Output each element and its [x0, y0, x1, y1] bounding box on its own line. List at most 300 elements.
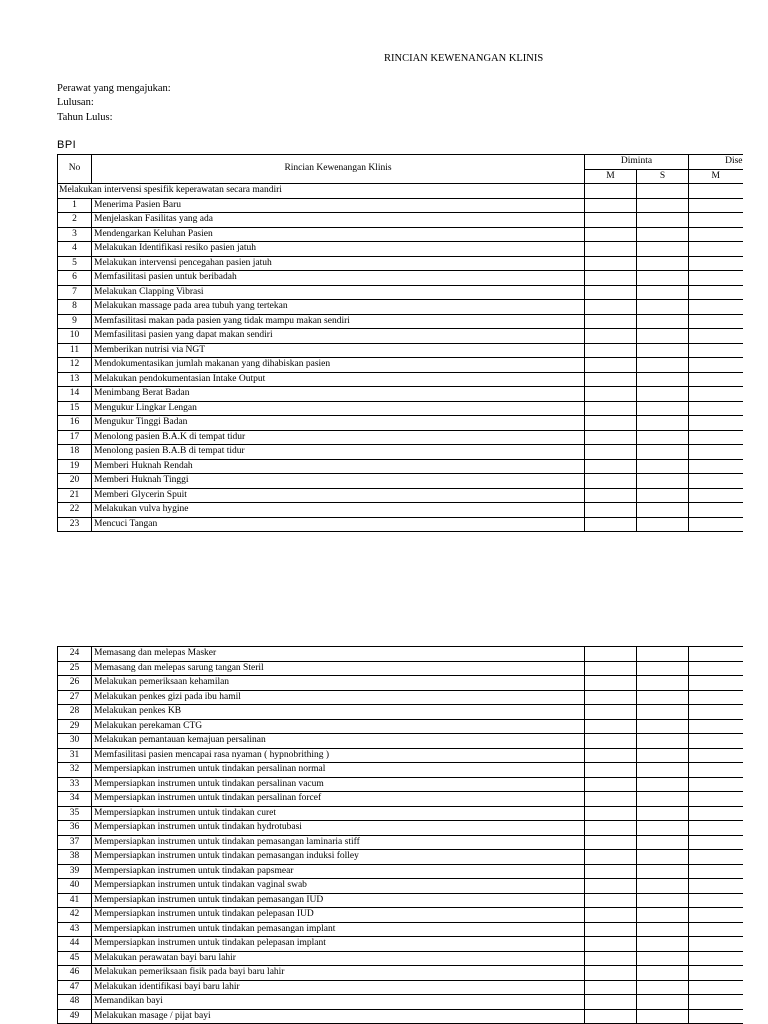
check-cell[interactable] — [585, 227, 637, 242]
row-description: Melakukan perawatan bayi baru lahir — [92, 951, 585, 966]
check-cell[interactable] — [689, 358, 743, 373]
check-cell[interactable] — [689, 256, 743, 271]
check-cell[interactable] — [585, 719, 637, 734]
table-row — [58, 242, 743, 257]
check-cell[interactable] — [585, 850, 637, 865]
check-cell[interactable] — [637, 661, 689, 676]
check-cell[interactable] — [689, 198, 743, 213]
check-cell[interactable] — [637, 242, 689, 257]
header-s: S — [637, 169, 689, 184]
row-number: 9 — [58, 314, 92, 329]
check-cell[interactable] — [585, 184, 637, 199]
check-cell[interactable] — [689, 821, 743, 836]
check-cell[interactable] — [585, 937, 637, 952]
table-row — [58, 517, 743, 532]
row-number: 1 — [58, 198, 92, 213]
table-row — [58, 285, 743, 300]
check-cell[interactable] — [637, 358, 689, 373]
row-number: 26 — [58, 676, 92, 691]
row-description: Memfasilitasi pasien untuk beribadah — [92, 271, 585, 286]
table-row — [58, 445, 743, 460]
check-cell[interactable] — [689, 908, 743, 923]
check-cell[interactable] — [585, 806, 637, 821]
check-cell[interactable] — [637, 792, 689, 807]
check-cell[interactable] — [585, 980, 637, 995]
check-cell[interactable] — [637, 908, 689, 923]
row-number: 32 — [58, 763, 92, 778]
check-cell[interactable] — [585, 951, 637, 966]
check-cell[interactable] — [585, 271, 637, 286]
check-cell[interactable] — [637, 835, 689, 850]
row-number: 8 — [58, 300, 92, 315]
check-cell[interactable] — [637, 1009, 689, 1024]
check-cell[interactable] — [637, 734, 689, 749]
table-row — [58, 474, 743, 489]
check-cell[interactable] — [585, 242, 637, 257]
table-row — [58, 777, 743, 792]
row-number: 3 — [58, 227, 92, 242]
check-cell[interactable] — [637, 256, 689, 271]
check-cell[interactable] — [585, 835, 637, 850]
check-cell[interactable] — [637, 401, 689, 416]
check-cell[interactable] — [637, 459, 689, 474]
row-description: Melakukan vulva hygine — [92, 503, 585, 518]
check-cell[interactable] — [689, 763, 743, 778]
row-number: 25 — [58, 661, 92, 676]
row-number: 5 — [58, 256, 92, 271]
row-number: 33 — [58, 777, 92, 792]
check-cell[interactable] — [689, 748, 743, 763]
check-cell[interactable] — [637, 271, 689, 286]
row-number: 42 — [58, 908, 92, 923]
table-row — [58, 748, 743, 763]
row-number: 45 — [58, 951, 92, 966]
row-number: 21 — [58, 488, 92, 503]
check-cell[interactable] — [637, 343, 689, 358]
check-cell[interactable] — [637, 387, 689, 402]
row-description: Melakukan pemeriksaan fisik pada bayi baru lahir — [92, 966, 585, 981]
header-diminta: Diminta — [585, 155, 689, 170]
row-description: Mempersiapkan instrumen untuk tindakan persalinan vacum — [92, 777, 585, 792]
check-cell[interactable] — [689, 445, 743, 460]
row-number: 13 — [58, 372, 92, 387]
row-number: 27 — [58, 690, 92, 705]
row-number: 43 — [58, 922, 92, 937]
row-description: Melakukan massage pada area tubuh yang tertekan — [92, 300, 585, 315]
row-description: Melakukan identifikasi bayi baru lahir — [92, 980, 585, 995]
table-row — [58, 864, 743, 879]
table-row — [58, 806, 743, 821]
check-cell[interactable] — [689, 922, 743, 937]
table-row — [58, 676, 743, 691]
row-description: Menimbang Berat Badan — [92, 387, 585, 402]
table-row — [58, 271, 743, 286]
check-cell[interactable] — [689, 719, 743, 734]
check-cell[interactable] — [585, 922, 637, 937]
check-cell[interactable] — [585, 285, 637, 300]
check-cell[interactable] — [689, 242, 743, 257]
check-cell[interactable] — [585, 445, 637, 460]
row-description: Mendokumentasikan jumlah makanan yang dihabiskan pasien — [92, 358, 585, 373]
check-cell[interactable] — [585, 488, 637, 503]
table-row — [58, 937, 743, 952]
check-cell[interactable] — [585, 517, 637, 532]
check-cell[interactable] — [689, 661, 743, 676]
row-description: Melakukan Identifikasi resiko pasien jatuh — [92, 242, 585, 257]
field-tahun-lulus: Tahun Lulus: — [57, 112, 113, 123]
check-cell[interactable] — [637, 285, 689, 300]
row-number: 40 — [58, 879, 92, 894]
check-cell[interactable] — [637, 937, 689, 952]
table-row — [58, 459, 743, 474]
check-cell[interactable] — [689, 893, 743, 908]
row-number: 20 — [58, 474, 92, 489]
row-number: 2 — [58, 213, 92, 228]
row-number: 11 — [58, 343, 92, 358]
check-cell[interactable] — [637, 488, 689, 503]
check-cell[interactable] — [689, 271, 743, 286]
check-cell[interactable] — [585, 995, 637, 1010]
row-description: Melakukan perekaman CTG — [92, 719, 585, 734]
check-cell[interactable] — [689, 314, 743, 329]
check-cell[interactable] — [585, 792, 637, 807]
check-cell[interactable] — [637, 748, 689, 763]
check-cell[interactable] — [689, 806, 743, 821]
check-cell[interactable] — [585, 372, 637, 387]
check-cell[interactable] — [689, 864, 743, 879]
check-cell[interactable] — [689, 1009, 743, 1024]
row-description: Melakukan Clapping Vibrasi — [92, 285, 585, 300]
table-row — [58, 329, 743, 344]
row-description: Mempersiapkan instrumen untuk tindakan pemasangan induksi folley — [92, 850, 585, 865]
table-row — [58, 488, 743, 503]
row-number: 49 — [58, 1009, 92, 1024]
check-cell[interactable] — [585, 734, 637, 749]
check-cell[interactable] — [585, 343, 637, 358]
table-row — [58, 879, 743, 894]
check-cell[interactable] — [689, 690, 743, 705]
group-label: Melakukan intervensi spesifik keperawatan secara mandiri — [58, 184, 585, 199]
check-cell[interactable] — [585, 387, 637, 402]
check-cell[interactable] — [637, 445, 689, 460]
check-cell[interactable] — [585, 1009, 637, 1024]
table-row — [58, 314, 743, 329]
check-cell[interactable] — [637, 329, 689, 344]
table-row — [58, 503, 743, 518]
row-number: 19 — [58, 459, 92, 474]
header-rincian: Rincian Kewenangan Klinis — [92, 155, 585, 184]
check-cell[interactable] — [689, 213, 743, 228]
check-cell[interactable] — [689, 184, 743, 199]
check-cell[interactable] — [689, 705, 743, 720]
row-description: Melakukan penkes gizi pada ibu hamil — [92, 690, 585, 705]
check-cell[interactable] — [585, 893, 637, 908]
row-number: 31 — [58, 748, 92, 763]
check-cell[interactable] — [689, 850, 743, 865]
check-cell[interactable] — [585, 748, 637, 763]
table-row — [58, 966, 743, 981]
check-cell[interactable] — [637, 300, 689, 315]
check-cell[interactable] — [637, 951, 689, 966]
check-cell[interactable] — [637, 690, 689, 705]
check-cell[interactable] — [689, 430, 743, 445]
row-number: 16 — [58, 416, 92, 431]
row-description: Melakukan masage / pijat bayi — [92, 1009, 585, 1024]
competency-table-page-2 — [57, 646, 743, 1024]
table-row — [58, 922, 743, 937]
check-cell[interactable] — [585, 966, 637, 981]
check-cell[interactable] — [689, 517, 743, 532]
row-description: Memfasilitasi pasien mencapai rasa nyaman ( hypnobrithing ) — [92, 748, 585, 763]
check-cell[interactable] — [689, 937, 743, 952]
check-cell[interactable] — [637, 314, 689, 329]
check-cell[interactable] — [689, 343, 743, 358]
check-cell[interactable] — [585, 661, 637, 676]
check-cell[interactable] — [689, 951, 743, 966]
row-description: Mendengarkan Keluhan Pasien — [92, 227, 585, 242]
check-cell[interactable] — [585, 647, 637, 662]
table-row — [58, 213, 743, 228]
row-description: Mempersiapkan instrumen untuk tindakan pelepasan IUD — [92, 908, 585, 923]
table-row — [58, 358, 743, 373]
check-cell[interactable] — [689, 676, 743, 691]
check-cell[interactable] — [689, 647, 743, 662]
check-cell[interactable] — [585, 503, 637, 518]
check-cell[interactable] — [585, 314, 637, 329]
row-number: 17 — [58, 430, 92, 445]
table-row — [58, 850, 743, 865]
check-cell[interactable] — [689, 459, 743, 474]
row-number: 29 — [58, 719, 92, 734]
table-row — [58, 661, 743, 676]
row-description: Memasang dan melepas sarung tangan Steril — [92, 661, 585, 676]
table-row — [58, 995, 743, 1010]
row-description: Memberi Glycerin Spuit — [92, 488, 585, 503]
check-cell[interactable] — [637, 647, 689, 662]
table-row — [58, 951, 743, 966]
check-cell[interactable] — [637, 676, 689, 691]
row-description: Memfasilitasi pasien yang dapat makan sendiri — [92, 329, 585, 344]
check-cell[interactable] — [637, 821, 689, 836]
check-cell[interactable] — [689, 285, 743, 300]
check-cell[interactable] — [585, 213, 637, 228]
check-cell[interactable] — [585, 198, 637, 213]
table-row — [58, 1009, 743, 1024]
check-cell[interactable] — [637, 806, 689, 821]
row-description: Melakukan intervensi pencegahan pasien jatuh — [92, 256, 585, 271]
row-description: Menolong pasien B.A.K di tempat tidur — [92, 430, 585, 445]
header-m: M — [585, 169, 637, 184]
check-cell[interactable] — [689, 995, 743, 1010]
check-cell[interactable] — [637, 474, 689, 489]
row-description: Memberi Huknah Tinggi — [92, 474, 585, 489]
table-row — [58, 647, 743, 662]
check-cell[interactable] — [585, 474, 637, 489]
row-description: Memasang dan melepas Masker — [92, 647, 585, 662]
check-cell[interactable] — [689, 488, 743, 503]
row-number: 36 — [58, 821, 92, 836]
check-cell[interactable] — [689, 777, 743, 792]
check-cell[interactable] — [637, 966, 689, 981]
row-description: Melakukan pemeriksaan kehamilan — [92, 676, 585, 691]
row-number: 47 — [58, 980, 92, 995]
check-cell[interactable] — [585, 329, 637, 344]
row-description: Melakukan pemantauan kemajuan persalinan — [92, 734, 585, 749]
check-cell[interactable] — [689, 329, 743, 344]
check-cell[interactable] — [585, 879, 637, 894]
table-row — [58, 343, 743, 358]
row-number: 39 — [58, 864, 92, 879]
row-description: Mengukur Lingkar Lengan — [92, 401, 585, 416]
row-number: 14 — [58, 387, 92, 402]
check-cell[interactable] — [637, 227, 689, 242]
row-number: 37 — [58, 835, 92, 850]
check-cell[interactable] — [585, 705, 637, 720]
check-cell[interactable] — [689, 503, 743, 518]
check-cell[interactable] — [585, 864, 637, 879]
check-cell[interactable] — [585, 430, 637, 445]
row-number: 30 — [58, 734, 92, 749]
row-number: 10 — [58, 329, 92, 344]
check-cell[interactable] — [637, 850, 689, 865]
check-cell[interactable] — [689, 372, 743, 387]
table-row — [58, 763, 743, 778]
check-cell[interactable] — [637, 213, 689, 228]
row-description: Melakukan pendokumentasian Intake Output — [92, 372, 585, 387]
check-cell[interactable] — [637, 503, 689, 518]
row-description: Mengukur Tinggi Badan — [92, 416, 585, 431]
row-number: 23 — [58, 517, 92, 532]
check-cell[interactable] — [637, 879, 689, 894]
table-row — [58, 227, 743, 242]
check-cell[interactable] — [585, 763, 637, 778]
row-description: Mempersiapkan instrumen untuk tindakan hydrotubasi — [92, 821, 585, 836]
check-cell[interactable] — [689, 835, 743, 850]
check-cell[interactable] — [637, 184, 689, 199]
row-description: Memberikan nutrisi via NGT — [92, 343, 585, 358]
check-cell[interactable] — [689, 966, 743, 981]
table-row — [58, 908, 743, 923]
row-number: 48 — [58, 995, 92, 1010]
check-cell[interactable] — [637, 864, 689, 879]
check-cell[interactable] — [585, 416, 637, 431]
check-cell[interactable] — [585, 777, 637, 792]
check-cell[interactable] — [585, 300, 637, 315]
table-row — [58, 705, 743, 720]
row-description: Mempersiapkan instrumen untuk tindakan pelepasan implant — [92, 937, 585, 952]
row-number: 35 — [58, 806, 92, 821]
check-cell[interactable] — [689, 980, 743, 995]
table-row — [58, 980, 743, 995]
table-row — [58, 719, 743, 734]
row-number: 24 — [58, 647, 92, 662]
section-label: BPI — [57, 139, 77, 151]
table-row — [58, 835, 743, 850]
check-cell[interactable] — [637, 705, 689, 720]
header-m2: M — [689, 169, 743, 184]
field-perawat: Perawat yang mengajukan: — [57, 83, 171, 94]
row-number: 12 — [58, 358, 92, 373]
check-cell[interactable] — [689, 416, 743, 431]
row-number: 7 — [58, 285, 92, 300]
header-no: No — [58, 155, 92, 184]
row-description: Memfasilitasi makan pada pasien yang tidak mampu makan sendiri — [92, 314, 585, 329]
table-row — [58, 300, 743, 315]
check-cell[interactable] — [637, 777, 689, 792]
check-cell[interactable] — [637, 995, 689, 1010]
table-row — [58, 430, 743, 445]
row-description: Melakukan penkes KB — [92, 705, 585, 720]
check-cell[interactable] — [689, 879, 743, 894]
row-number: 38 — [58, 850, 92, 865]
document-title: RINCIAN KEWENANGAN KLINIS — [384, 53, 544, 64]
check-cell[interactable] — [689, 300, 743, 315]
check-cell[interactable] — [585, 358, 637, 373]
row-number: 41 — [58, 893, 92, 908]
row-description: Mempersiapkan instrumen untuk tindakan vaginal swab — [92, 879, 585, 894]
table-row — [58, 198, 743, 213]
table-row — [58, 893, 743, 908]
row-description: Memandikan bayi — [92, 995, 585, 1010]
table-row — [58, 734, 743, 749]
row-number: 28 — [58, 705, 92, 720]
check-cell[interactable] — [689, 474, 743, 489]
check-cell[interactable] — [637, 430, 689, 445]
check-cell[interactable] — [585, 401, 637, 416]
row-description: Mempersiapkan instrumen untuk tindakan persalinan forcef — [92, 792, 585, 807]
row-number: 46 — [58, 966, 92, 981]
field-lulusan: Lulusan: — [57, 97, 94, 108]
check-cell[interactable] — [637, 922, 689, 937]
check-cell[interactable] — [585, 256, 637, 271]
check-cell[interactable] — [637, 416, 689, 431]
check-cell[interactable] — [689, 734, 743, 749]
check-cell[interactable] — [637, 372, 689, 387]
row-number: 22 — [58, 503, 92, 518]
check-cell[interactable] — [585, 821, 637, 836]
check-cell[interactable] — [689, 227, 743, 242]
table-row — [58, 372, 743, 387]
check-cell[interactable] — [637, 893, 689, 908]
check-cell[interactable] — [637, 517, 689, 532]
row-description: Mempersiapkan instrumen untuk tindakan papsmear — [92, 864, 585, 879]
check-cell[interactable] — [689, 387, 743, 402]
row-number: 15 — [58, 401, 92, 416]
table-row — [58, 387, 743, 402]
check-cell[interactable] — [585, 908, 637, 923]
table-row — [58, 792, 743, 807]
row-description: Mempersiapkan instrumen untuk tindakan pemasangan IUD — [92, 893, 585, 908]
check-cell[interactable] — [585, 676, 637, 691]
check-cell[interactable] — [637, 980, 689, 995]
header-disetujui: Dise — [689, 155, 743, 170]
check-cell[interactable] — [689, 792, 743, 807]
check-cell[interactable] — [637, 198, 689, 213]
check-cell[interactable] — [689, 401, 743, 416]
check-cell[interactable] — [637, 763, 689, 778]
check-cell[interactable] — [585, 690, 637, 705]
row-description: Memberi Huknah Rendah — [92, 459, 585, 474]
row-description: Menolong pasien B.A.B di tempat tidur — [92, 445, 585, 460]
table-row — [58, 690, 743, 705]
table-row — [58, 256, 743, 271]
row-number: 4 — [58, 242, 92, 257]
competency-table-page-1 — [57, 154, 743, 532]
row-description: Mempersiapkan instrumen untuk tindakan persalinan normal — [92, 763, 585, 778]
table-row — [58, 821, 743, 836]
check-cell[interactable] — [637, 719, 689, 734]
check-cell[interactable] — [585, 459, 637, 474]
